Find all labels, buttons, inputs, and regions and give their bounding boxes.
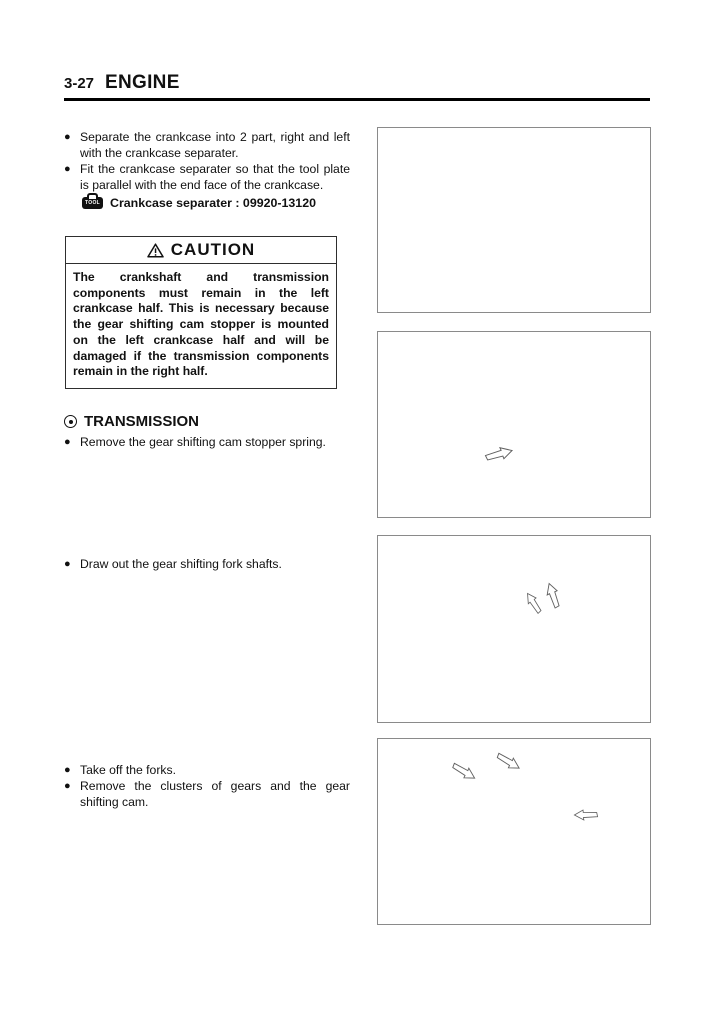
step-block xyxy=(64,556,350,572)
step-text: Remove the gear shifting cam stopper spring. xyxy=(80,435,326,449)
figure-cam-stopper-spring xyxy=(377,331,651,518)
step-text: Fit the crankcase separater so that the tool plate is parallel with the end face of the crankcase. xyxy=(80,162,350,192)
section-number: 3-27 xyxy=(64,75,95,92)
step-text: Take off the forks. xyxy=(80,763,176,777)
arrow-icon xyxy=(493,748,524,774)
arrow-icon xyxy=(522,589,545,617)
list-item xyxy=(64,556,350,572)
step-block xyxy=(64,762,350,810)
list-item xyxy=(64,129,350,161)
caution-box xyxy=(65,236,337,389)
bullet-icon: ● xyxy=(64,780,71,792)
list-item xyxy=(64,161,350,193)
bullet-icon: ● xyxy=(64,764,71,776)
arrow-icon xyxy=(483,443,516,464)
list-item xyxy=(64,434,350,450)
tool-label: Crankcase separater : 09920-13120 xyxy=(110,196,316,210)
figure-crankcase-separation xyxy=(377,127,651,313)
bullet-icon: ● xyxy=(64,558,71,570)
procedure-list xyxy=(64,129,350,193)
arrow-icon xyxy=(572,809,600,821)
step-text: Draw out the gear shifting fork shafts. xyxy=(80,557,282,571)
warning-triangle-icon xyxy=(147,243,164,258)
caution-header xyxy=(66,237,336,264)
page-header xyxy=(64,72,180,94)
circle-dot-icon xyxy=(64,415,77,428)
list-item xyxy=(64,778,350,810)
step-block xyxy=(64,434,350,450)
caution-body: The crankshaft and transmission components must remain in the left crankcase half. This is necessary because the gear shifting cam stopper is mounted on the left crankcase half and will be damaged if the transmission components remain in the right half. xyxy=(73,270,329,379)
bullet-icon: ● xyxy=(64,436,71,448)
arrow-icon xyxy=(449,759,480,785)
figure-fork-shafts xyxy=(377,535,651,723)
header-rule xyxy=(64,98,650,101)
figure-gear-clusters xyxy=(377,738,651,925)
step-text: Remove the clusters of gears and the gear shifting cam. xyxy=(80,779,350,809)
list-item xyxy=(64,762,350,778)
page-title: ENGINE xyxy=(105,72,180,93)
bullet-icon: ● xyxy=(64,163,71,175)
tool-callout xyxy=(82,196,316,210)
transmission-title: TRANSMISSION xyxy=(84,413,200,430)
step-text: Separate the crankcase into 2 part, right and left with the crankcase separater. xyxy=(80,130,350,160)
toolbox-icon xyxy=(82,197,103,209)
transmission-heading xyxy=(64,413,199,430)
toolbox-icon-label: TOOL xyxy=(85,200,100,206)
arrow-icon xyxy=(542,580,563,611)
bullet-icon: ● xyxy=(64,131,71,143)
caution-title: CAUTION xyxy=(170,240,256,259)
